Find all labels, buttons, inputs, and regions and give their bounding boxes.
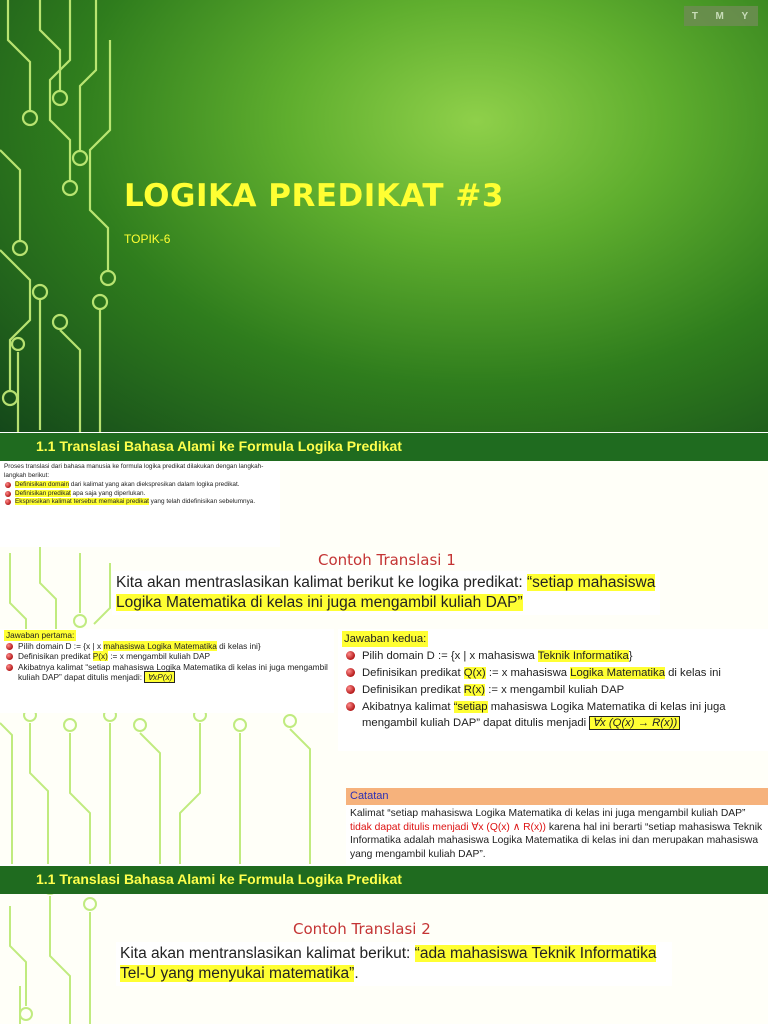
step-text: dari kalimat yang akan diekspresikan dalam logika predikat.	[69, 481, 240, 489]
example-title: Contoh Translasi 1	[318, 551, 456, 569]
example-quote: “setiap mahasiswa	[526, 574, 656, 591]
answer-text: di kelas ini}	[216, 640, 261, 651]
answer-text: Pilih domain D := {x | x	[18, 640, 104, 651]
list-item	[4, 641, 330, 652]
answer-text: Akibatnya kalimat	[362, 701, 454, 713]
list-item	[342, 665, 764, 681]
list-item	[342, 699, 764, 731]
bullet-icon	[5, 482, 11, 488]
bullet-icon	[5, 491, 11, 497]
badge-letter: Y	[741, 10, 751, 22]
note-warning: tidak dapat ditulis menjadi ∀x (Q(x) ∧ R(x))	[350, 821, 546, 833]
note-text: Kalimat “setiap mahasiswa Logika Matematika di kelas ini juga mengambil kuliah DAP”	[350, 808, 746, 819]
answer-heading: Jawaban pertama:	[6, 630, 75, 640]
answer-text: := x mengambil kuliah DAP	[485, 684, 625, 696]
example-sentence	[112, 571, 660, 615]
note-text: karena hal ini berarti “setiap mahasiswa Teknik Informatika adalah mahasiswa Logika Matematika di kelas ini dan merupakan mahasiswa yang mengambil kuliah DAP”.	[350, 821, 763, 861]
answer-highlight: Q(x)	[463, 667, 486, 679]
bullet-icon	[346, 685, 355, 694]
example-end: .	[354, 965, 359, 982]
list-item	[342, 682, 764, 698]
example-title: Contoh Translasi 2	[293, 920, 431, 938]
answer-highlight: Logika Matematika	[570, 667, 665, 679]
answer-text: Akibatnya kalimat “setiap mahasiswa Logika Matematika di kelas ini juga mengambil kuliah DAP” dapat ditulis menjadi:	[18, 661, 328, 683]
list-item	[4, 481, 276, 490]
slide-header: 1.1 Translasi Bahasa Alami ke Formula Logika Predikat	[0, 866, 768, 894]
answer-highlight: Teknik Informatika	[537, 650, 629, 662]
circuit-decoration	[0, 0, 768, 432]
step-highlight: Definisikan predikat	[15, 489, 71, 497]
example-text: Kita akan mentraslasikan kalimat berikut ke logika predikat:	[116, 574, 523, 591]
bullet-icon	[6, 643, 13, 650]
list-item	[342, 648, 764, 664]
answer-heading: Jawaban kedua:	[344, 633, 427, 645]
answer-highlight: R(x)	[463, 684, 486, 696]
bullet-icon	[6, 664, 13, 671]
step-highlight: Definisikan domain	[15, 481, 69, 489]
example-quote: Logika Matematika di kelas ini juga mengambil kuliah DAP”	[116, 594, 523, 611]
answer-text: := x mahasiswa	[485, 667, 571, 679]
intro-steps	[4, 481, 276, 507]
answer-text: Definisikan predikat	[18, 651, 93, 662]
answer-formula: ∀xP(x)	[144, 671, 175, 683]
cover-subtitle: TOPIK-6	[124, 232, 171, 246]
bullet-icon	[346, 651, 355, 660]
bullet-icon	[346, 702, 355, 711]
answer-highlight: “setiap	[453, 701, 488, 713]
intro-box	[0, 461, 280, 547]
answer-text: }	[628, 650, 633, 662]
cover-title: LOGIKA PREDIKAT #3	[124, 178, 504, 214]
answer-text: di kelas ini	[664, 667, 721, 679]
bullet-icon	[346, 668, 355, 677]
slide-header: 1.1 Translasi Bahasa Alami ke Formula Logika Predikat	[0, 433, 768, 461]
note-heading: Catatan	[346, 788, 768, 805]
step-highlight: Ekspresikan kalimat tersebut memakai predikat	[15, 498, 149, 506]
step-text: apa saja yang diperlukan.	[70, 489, 146, 497]
example-sentence	[116, 942, 672, 986]
tmy-badge	[684, 6, 758, 26]
answer-first	[0, 629, 334, 713]
list-item	[4, 651, 330, 662]
slide-translation-2	[0, 866, 768, 1024]
list-item	[4, 498, 276, 507]
bullet-icon	[5, 499, 11, 505]
answer-formula: ∀x (Q(x) → R(x))	[589, 716, 680, 730]
slide-translation-1	[0, 433, 768, 864]
answer-text: Pilih domain D := {x | x mahasiswa	[362, 650, 538, 662]
note-box	[346, 788, 768, 864]
example-quote: Tel-U yang menyukai matematika”	[120, 965, 355, 982]
list-item	[4, 490, 276, 499]
example-text: Kita akan mentranslasikan kalimat berikut:	[120, 945, 411, 962]
answer-text: Definisikan predikat	[362, 684, 464, 696]
answer-text: mahasiswa Logika Matematika di kelas ini juga mengambil kuliah DAP” dapat ditulis menjadi	[362, 701, 726, 729]
intro-text: Proses translasi dari bahasa manusia ke formula logika predikat dilakukan dengan langkah-langkah berikut:	[4, 463, 264, 479]
answer-second	[338, 629, 768, 751]
badge-letter: T	[691, 10, 700, 22]
answer-highlight: P(x)	[92, 651, 108, 662]
answer-highlight: mahasiswa Logika Matematika	[103, 640, 217, 651]
bullet-icon	[6, 653, 13, 660]
note-body	[346, 805, 768, 864]
example-quote: “ada mahasiswa Teknik Informatika	[414, 945, 657, 962]
step-text: yang telah didefinisikan sebelumnya.	[148, 498, 256, 506]
cover-slide	[0, 0, 768, 432]
answer-text: Definisikan predikat	[362, 667, 464, 679]
badge-letter: M	[715, 10, 726, 22]
answer-text: := x mengambil kuliah DAP	[107, 651, 211, 662]
list-item	[4, 662, 330, 683]
